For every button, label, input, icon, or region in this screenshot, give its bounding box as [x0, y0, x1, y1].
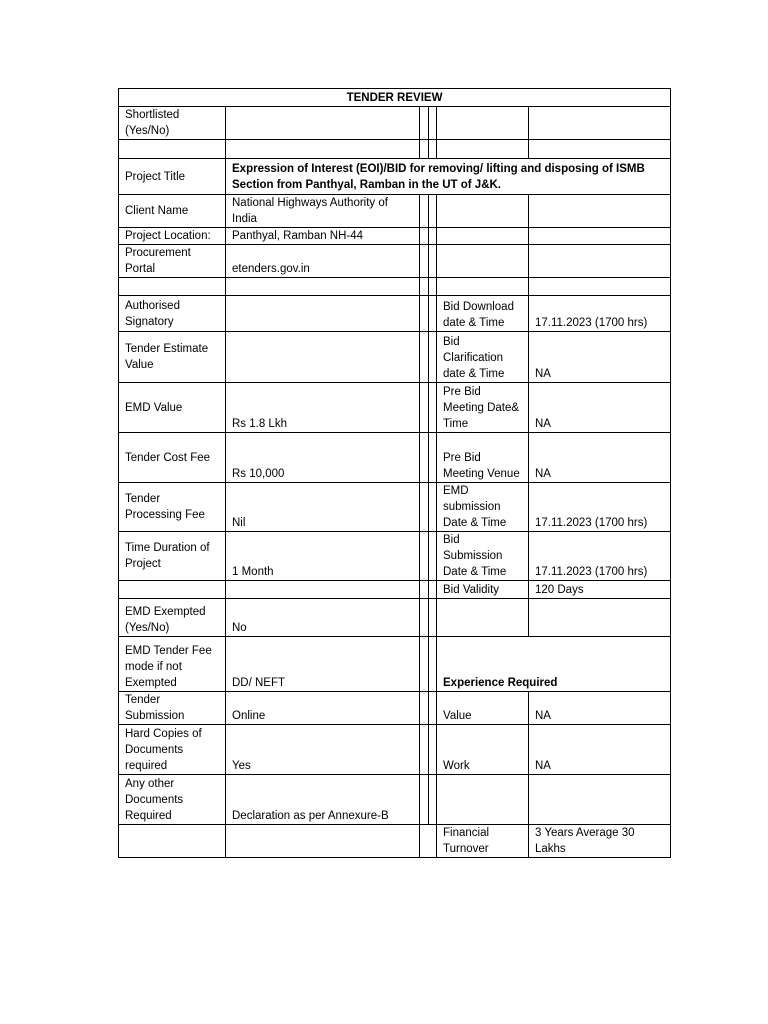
procurement-portal-label: Procurement Portal — [119, 245, 226, 278]
tender-processing-fee-value: Nil — [226, 483, 420, 532]
row-emd-value — [119, 383, 671, 433]
row-tender-submission — [119, 692, 671, 725]
financial-turnover-label: Financial Turnover — [437, 825, 529, 858]
row-project-title — [119, 159, 671, 195]
emd-exempted-label: EMD Exempted (Yes/No) — [119, 599, 226, 637]
bid-submission-label: Bid Submission Date & Time — [437, 532, 529, 581]
emd-value-label: EMD Value — [119, 383, 226, 433]
row-time-duration — [119, 532, 671, 581]
row-tender-estimate — [119, 332, 671, 383]
experience-work-value: NA — [529, 725, 671, 775]
bid-clarification-label: Bid Clarification date & Time — [437, 332, 529, 383]
bid-clarification-value: NA — [529, 332, 671, 383]
financial-turnover-value: 3 Years Average 30 Lakhs — [529, 825, 671, 858]
project-location-value: Panthyal, Ramban NH-44 — [226, 228, 420, 245]
emd-submission-value: 17.11.2023 (1700 hrs) — [529, 483, 671, 532]
pre-bid-meeting-value: NA — [529, 383, 671, 433]
row-procurement-portal — [119, 245, 671, 278]
experience-required-heading: Experience Required — [437, 637, 671, 692]
experience-value-label: Value — [437, 692, 529, 725]
row-project-location — [119, 228, 671, 245]
other-documents-value: Declaration as per Annexure-B — [226, 775, 420, 825]
row-bid-validity — [119, 581, 671, 599]
row-emd-exempted — [119, 599, 671, 637]
pre-bid-meeting-label: Pre Bid Meeting Date& Time — [437, 383, 529, 433]
experience-work-label: Work — [437, 725, 529, 775]
tender-cost-fee-value: Rs 10,000 — [226, 433, 420, 483]
other-documents-label: Any other Documents Required — [119, 775, 226, 825]
row-tender-cost-fee — [119, 433, 671, 483]
bid-validity-label: Bid Validity — [437, 581, 529, 599]
hard-copies-value: Yes — [226, 725, 420, 775]
row-emd-tender-fee-mode — [119, 637, 671, 692]
project-title-value: Expression of Interest (EOI)/BID for removing/ lifting and disposing of ISMB Section from Panthyal, Ramban in the UT of J&K. — [226, 159, 671, 195]
bid-validity-value: 120 Days — [529, 581, 671, 599]
emd-tender-fee-mode-label: EMD Tender Fee mode if not Exempted — [119, 637, 226, 692]
row-hard-copies — [119, 725, 671, 775]
spacer-row — [119, 140, 671, 159]
row-other-documents — [119, 775, 671, 825]
tender-cost-fee-label: Tender Cost Fee — [119, 433, 226, 483]
row-authorised-signatory — [119, 296, 671, 332]
tender-submission-value: Online — [226, 692, 420, 725]
row-shortlisted — [119, 107, 671, 140]
shortlisted-label: Shortlisted (Yes/No) — [119, 107, 226, 140]
row-financial-turnover — [119, 825, 671, 858]
time-duration-label: Time Duration of Project — [119, 532, 226, 581]
hard-copies-label: Hard Copies of Documents required — [119, 725, 226, 775]
time-duration-value: 1 Month — [226, 532, 420, 581]
bid-download-label: Bid Download date & Time — [437, 296, 529, 332]
title-row — [119, 89, 671, 107]
client-name-label: Client Name — [119, 195, 226, 228]
project-title-label: Project Title — [119, 159, 226, 195]
tender-estimate-label: Tender Estimate Value — [119, 332, 226, 383]
tender-processing-fee-label: Tender Processing Fee — [119, 483, 226, 532]
row-tender-processing-fee — [119, 483, 671, 532]
table-title: TENDER REVIEW — [119, 89, 671, 107]
emd-value-value: Rs 1.8 Lkh — [226, 383, 420, 433]
row-client-name — [119, 195, 671, 228]
tender-submission-label: Tender Submission — [119, 692, 226, 725]
experience-value-value: NA — [529, 692, 671, 725]
pre-bid-venue-value: NA — [529, 433, 671, 483]
emd-exempted-value: No — [226, 599, 420, 637]
bid-submission-value: 17.11.2023 (1700 hrs) — [529, 532, 671, 581]
emd-tender-fee-mode-value: DD/ NEFT — [226, 637, 420, 692]
bid-download-value: 17.11.2023 (1700 hrs) — [529, 296, 671, 332]
client-name-value: National Highways Authority of India — [226, 195, 420, 228]
procurement-portal-value: etenders.gov.in — [226, 245, 420, 278]
spacer-row — [119, 278, 671, 296]
project-location-label: Project Location: — [119, 228, 226, 245]
emd-submission-label: EMD submission Date & Time — [437, 483, 529, 532]
pre-bid-venue-label: Pre Bid Meeting Venue — [437, 433, 529, 483]
tender-review-table — [118, 88, 671, 858]
authorised-signatory-label: Authorised Signatory — [119, 296, 226, 332]
